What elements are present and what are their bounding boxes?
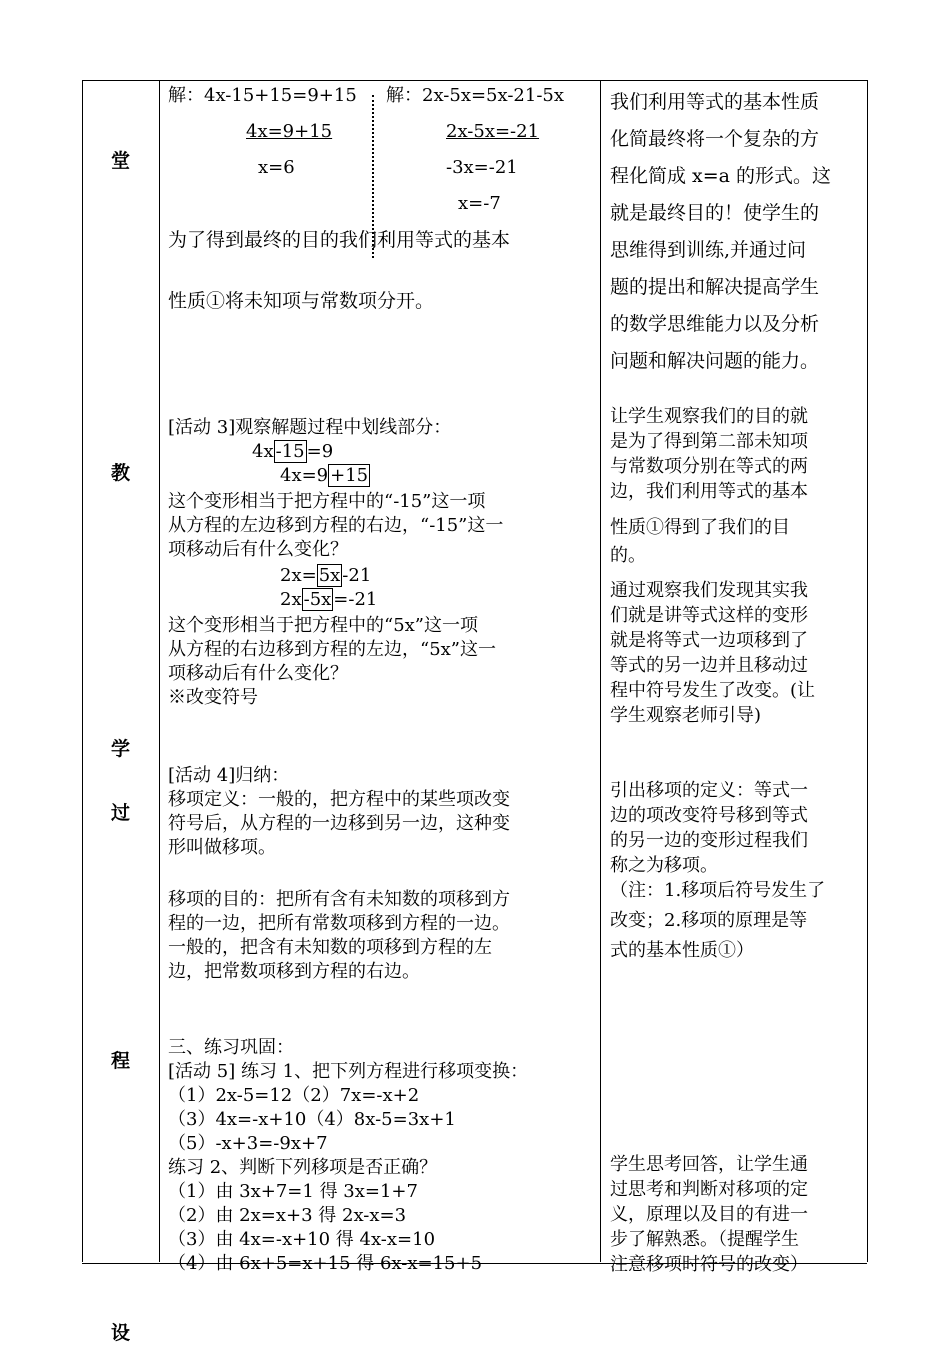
right-note-line: 学生思考回答，让学生通 bbox=[610, 1154, 808, 1175]
purpose-text: 性质①将未知项与常数项分开。 bbox=[168, 290, 435, 312]
exercise-item: （2）由 2x=x+3 得 2x-x=3 bbox=[168, 1205, 407, 1226]
right-note-line: 化简最终将一个复杂的方 bbox=[610, 128, 820, 150]
activity-3-text: 这个变形相当于把方程中的“5x”这一项 bbox=[168, 615, 479, 636]
right-note bbox=[610, 404, 808, 504]
exercise-item: （3）4x=-x+10（4）8x-5=3x+1 bbox=[168, 1109, 456, 1130]
right-note bbox=[610, 1152, 808, 1277]
left-label: 教 bbox=[110, 462, 130, 484]
activity-5-title: [活动 5] 练习 1、把下列方程进行移项变换： bbox=[168, 1061, 529, 1082]
right-note-line: 程中符号发生了改变。(让 bbox=[610, 680, 816, 701]
boxed-term: -5x bbox=[303, 589, 332, 610]
right-note-line: 们就是讲等式这样的变形 bbox=[610, 605, 808, 626]
right-note-line: 是为了得到第二部未知项 bbox=[610, 431, 808, 452]
equation-part: 4x bbox=[252, 441, 274, 462]
right-note-line: 我们利用等式的基本性质 bbox=[610, 91, 820, 113]
solution-b-line: 解：2x-5x=5x-21-5x bbox=[386, 85, 565, 106]
right-note-line: 的另一边的变形过程我们 bbox=[610, 830, 808, 851]
right-note bbox=[610, 84, 831, 380]
right-note-line: 学生观察老师引导) bbox=[610, 705, 762, 726]
definition-text: 符号后，从方程的一边移到另一边，这种变 bbox=[168, 813, 510, 834]
solution-a-line: x=6 bbox=[258, 157, 295, 178]
right-note-line: 式的基本性质①） bbox=[610, 940, 754, 961]
activity-3-text: 从方程的左边移到方程的右边，“-15”这一 bbox=[168, 515, 504, 536]
solution-b-line: 2x-5x=-21 bbox=[446, 121, 540, 142]
purpose-definition: 移项的目的：把所有含有未知数的项移到方 bbox=[168, 889, 510, 910]
right-note bbox=[610, 578, 815, 728]
right-note-line: 的数学思维能力以及分析 bbox=[610, 313, 820, 335]
right-note-line: 称之为移项。 bbox=[610, 855, 718, 876]
table-border-col1 bbox=[159, 80, 160, 1262]
right-note-line: 的。 bbox=[610, 545, 646, 566]
right-note-line: 改变；2.移项的原理是等 bbox=[610, 910, 808, 931]
table-border-left bbox=[82, 80, 83, 1262]
right-note-line: 边，我们利用等式的基本 bbox=[610, 481, 808, 502]
activity-3-title: [活动 3]观察解题过程中划线部分： bbox=[168, 417, 452, 438]
left-label: 过 bbox=[110, 802, 130, 824]
left-label: 学 bbox=[110, 738, 130, 760]
equation bbox=[280, 588, 377, 612]
right-note-line: 边的项改变符号移到等式 bbox=[610, 805, 808, 826]
right-note-line: 就是将等式一边项移到了 bbox=[610, 630, 808, 651]
right-note-line: 就是最终目的！使学生的 bbox=[610, 202, 820, 224]
equation bbox=[252, 440, 333, 464]
right-note-line: 问题和解决问题的能力。 bbox=[610, 350, 820, 372]
solution-b-line: x=-7 bbox=[458, 193, 501, 214]
definition-text: 形叫做移项。 bbox=[168, 837, 276, 858]
definition-text: 移项定义：一般的，把方程中的某些项改变 bbox=[168, 789, 510, 810]
purpose-definition: 程的一边，把所有常数项移到方程的一边。 bbox=[168, 913, 510, 934]
section-title: 三、练习巩固： bbox=[168, 1037, 294, 1058]
right-note-line: 等式的另一边并且移动过 bbox=[610, 655, 808, 676]
table-border-right bbox=[867, 80, 868, 1262]
right-note-line: 思维得到训练,并通过问 bbox=[610, 239, 807, 261]
right-note-line: （注：1.移项后符号发生了 bbox=[610, 880, 826, 901]
exercise-item: （3）由 4x=-x+10 得 4x-x=10 bbox=[168, 1229, 436, 1250]
right-note-line: 注意移项时符号的改变） bbox=[610, 1254, 808, 1275]
activity-3-text: 从方程的右边移到方程的左边，“5x”这一 bbox=[168, 639, 497, 660]
exercise-item: （1）2x-5=12（2）7x=-x+2 bbox=[168, 1085, 420, 1106]
right-note-line: 通过观察我们发现其实我 bbox=[610, 580, 808, 601]
table-border-col2 bbox=[600, 80, 601, 1262]
purpose-text: 为了得到最终的目的我们利用等式的基本 bbox=[168, 229, 511, 251]
equation bbox=[280, 564, 371, 588]
equation-part: 4x=9 bbox=[280, 465, 329, 486]
equation-part: =9 bbox=[306, 441, 334, 462]
right-note-line: 让学生观察我们的目的就 bbox=[610, 406, 808, 427]
purpose-definition: 一般的，把含有未知数的项移到方程的左 bbox=[168, 937, 492, 958]
activity-3-text: ※改变符号 bbox=[168, 687, 258, 708]
boxed-term: -15 bbox=[275, 441, 305, 462]
right-note-line: 过思考和判断对移项的定 bbox=[610, 1179, 808, 1200]
exercise-item: （4）由 6x+5=x+15 得 6x-x=15+5 bbox=[168, 1253, 483, 1274]
equation-part: 2x bbox=[280, 589, 302, 610]
exercise-2-title: 练习 2、判断下列移项是否正确？ bbox=[168, 1157, 438, 1178]
solution-a-line: 4x=9+15 bbox=[246, 121, 333, 142]
activity-4-title: [活动 4]归纳： bbox=[168, 765, 290, 786]
right-note bbox=[610, 876, 825, 966]
solution-b-line: -3x=-21 bbox=[446, 157, 518, 178]
right-note-line: 步了解熟悉。（提醒学生 bbox=[610, 1229, 799, 1250]
right-note-line: 义，原理以及目的有进一 bbox=[610, 1204, 808, 1225]
exercise-item: （5）-x+3=-9x+7 bbox=[168, 1133, 328, 1154]
right-note-line: 与常数项分别在等式的两 bbox=[610, 456, 808, 477]
activity-3-text: 这个变形相当于把方程中的“-15”这一项 bbox=[168, 491, 486, 512]
left-label: 设 bbox=[110, 1322, 130, 1344]
boxed-term: 5x bbox=[318, 565, 341, 586]
equation bbox=[280, 464, 370, 488]
boxed-term: +15 bbox=[330, 465, 369, 486]
right-note-line: 程化简成 x=a 的形式。这 bbox=[610, 165, 832, 187]
left-label: 程 bbox=[110, 1050, 130, 1072]
equation-part: 2x= bbox=[280, 565, 317, 586]
activity-3-text: 项移动后有什么变化？ bbox=[168, 663, 348, 684]
left-label: 堂 bbox=[110, 150, 130, 172]
purpose-definition: 边，把常数项移到方程的右边。 bbox=[168, 961, 420, 982]
equation-part: -21 bbox=[342, 565, 372, 586]
exercise-item: （1）由 3x+7=1 得 3x=1+7 bbox=[168, 1181, 418, 1202]
right-note bbox=[610, 778, 808, 878]
solution-a-line: 解：4x-15+15=9+15 bbox=[168, 85, 357, 106]
right-note-line: 性质①得到了我们的目 bbox=[610, 517, 790, 538]
right-note-line: 引出移项的定义：等式一 bbox=[610, 780, 808, 801]
equation-part: =-21 bbox=[333, 589, 378, 610]
activity-3-text: 项移动后有什么变化？ bbox=[168, 539, 348, 560]
right-note-line: 题的提出和解决提高学生 bbox=[610, 276, 820, 298]
right-note bbox=[610, 514, 790, 570]
